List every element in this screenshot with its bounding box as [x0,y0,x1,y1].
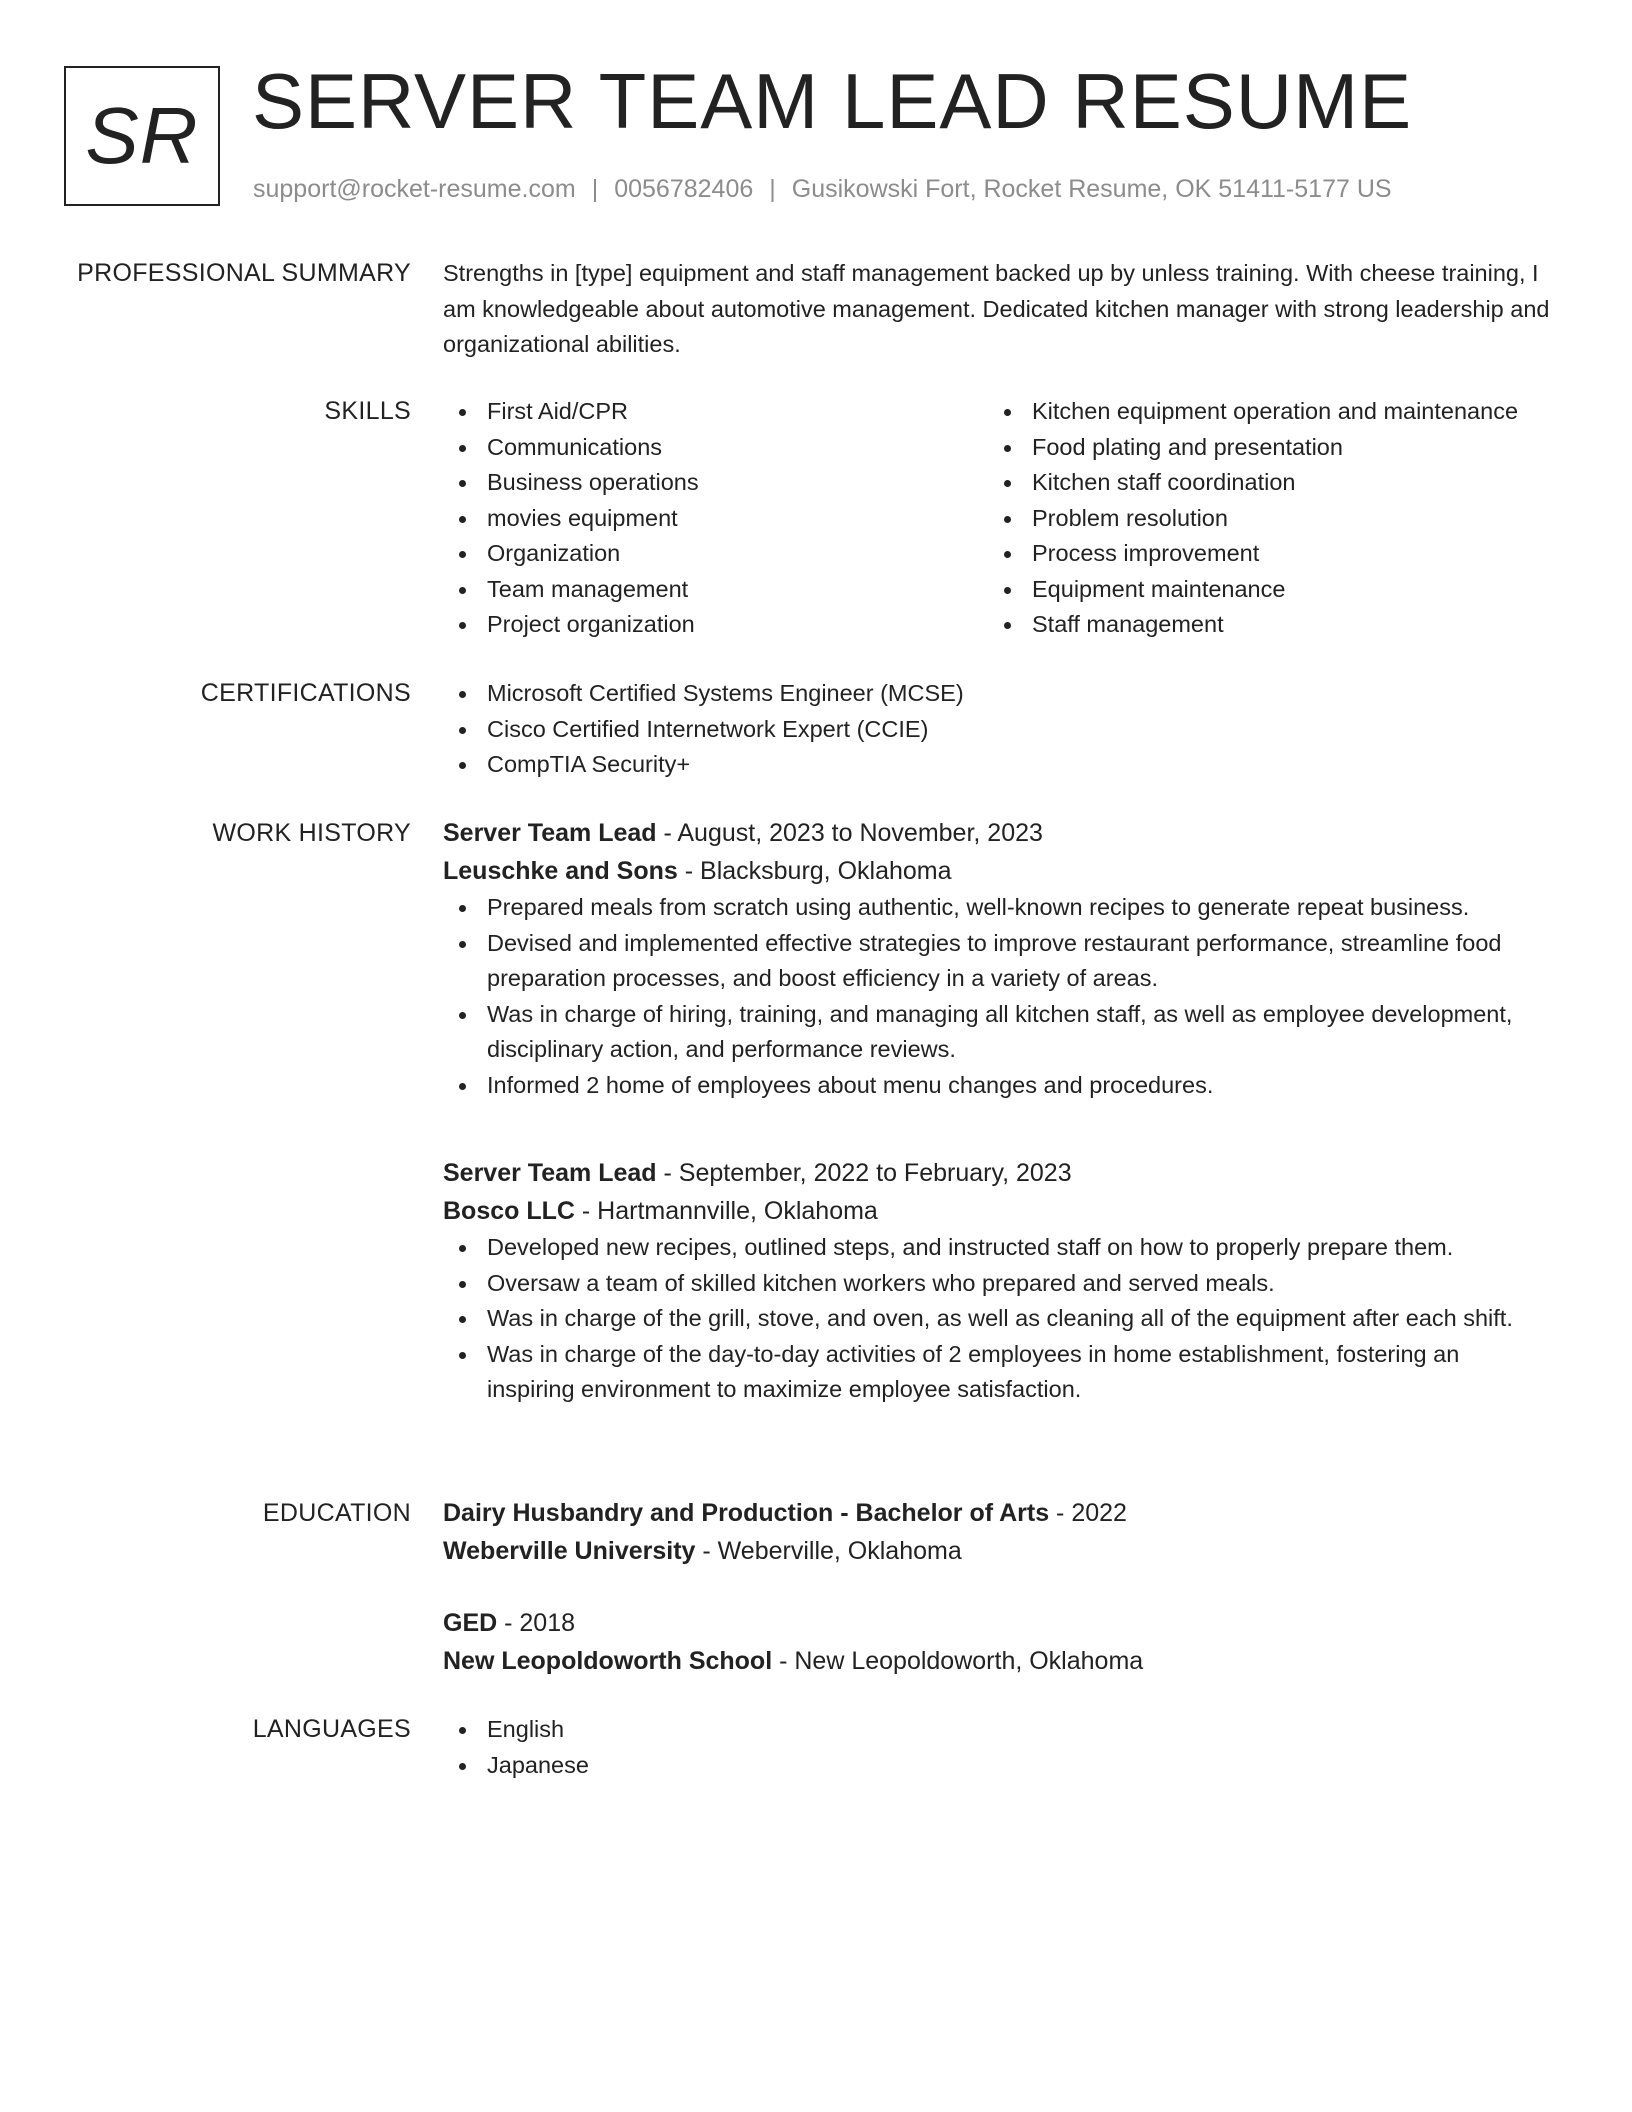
skill-item: Communications [443,430,988,466]
skill-item: Team management [443,572,988,608]
certification-item: CompTIA Security+ [443,747,1553,783]
skill-item: Staff management [988,607,1553,643]
section-certifications [443,676,1553,783]
job-duty-item: Developed new recipes, outlined steps, and instructed staff on how to properly prepare them. [443,1230,1553,1266]
job-dates: - August, 2023 to November, 2023 [656,819,1043,847]
job-duty-item: Was in charge of the day-to-day activities of 2 employees in home establishment, fostering an inspiring environment to maximize employee satisfaction. [443,1337,1553,1408]
job-duty-item: Prepared meals from scratch using authentic, well-known recipes to generate repeat business. [443,890,1553,926]
job-title-line [443,814,1553,852]
job-company-line [443,1192,1553,1230]
job-company-line [443,852,1553,890]
work-entry [443,814,1553,1103]
job-dates: - September, 2022 to February, 2023 [656,1159,1072,1187]
skill-item: movies equipment [443,501,988,537]
education-school: Weberville University [443,1537,696,1565]
section-summary [443,256,1553,363]
education-degree: Dairy Husbandry and Production - Bachelor of Arts [443,1499,1050,1527]
job-title-line [443,1154,1553,1192]
certifications-list [443,676,1553,783]
job-duty-item: Was in charge of the grill, stove, and oven, as well as cleaning all of the equipment after each shift. [443,1301,1553,1337]
certification-item: Cisco Certified Internetwork Expert (CCIE) [443,712,1553,748]
skill-item: Equipment maintenance [988,572,1553,608]
education-location: - New Leopoldoworth, Oklahoma [772,1647,1144,1675]
education-location: - Weberville, Oklahoma [695,1537,962,1565]
education-degree-line [443,1604,1553,1642]
page-title: SERVER TEAM LEAD RESUME [252,57,1413,145]
education-entry [443,1604,1553,1680]
education-entry [443,1494,1553,1570]
job-location: - Hartmannville, Oklahoma [574,1197,878,1225]
job-duty-item: Was in charge of hiring, training, and managing all kitchen staff, as well as employee development, disciplinary action, and performance reviews. [443,997,1553,1068]
education-school-line [443,1532,1553,1570]
section-label-work-history: WORK HISTORY [212,819,411,847]
skills-column-right [988,394,1553,643]
contact-line [253,172,1392,206]
contact-address: Gusikowski Fort, Rocket Resume, OK 51411-5177 US [791,175,1392,203]
contact-separator: | [769,175,776,203]
section-label-education: EDUCATION [262,1499,411,1527]
certification-item: Microsoft Certified Systems Engineer (MCSE) [443,676,1553,712]
education-degree-line [443,1494,1553,1532]
contact-separator: | [591,175,599,203]
job-company: Bosco LLC [443,1197,575,1225]
section-label-summary: PROFESSIONAL SUMMARY [77,259,411,287]
skill-item: Project organization [443,607,988,643]
job-duty-item: Devised and implemented effective strategies to improve restaurant performance, streamline food preparation processes, and boost efficiency in a variety of areas. [443,926,1553,997]
section-skills [443,394,1553,643]
education-school-line [443,1642,1553,1680]
work-entry [443,1154,1553,1408]
contact-email[interactable]: support@rocket-resume.com [253,175,576,203]
skill-item: Kitchen staff coordination [988,465,1553,501]
education-degree: GED [443,1609,498,1637]
skills-column-left [443,394,988,643]
job-duties-list [443,1230,1553,1408]
language-item: Japanese [443,1748,1553,1784]
section-label-languages: LANGUAGES [252,1715,411,1743]
contact-phone[interactable]: 0056782406 [614,175,754,203]
job-title: Server Team Lead [443,819,657,847]
skill-item: Problem resolution [988,501,1553,537]
language-item: English [443,1712,1553,1748]
monogram-initials: SR [85,91,199,180]
languages-list [443,1712,1553,1783]
education-year: - 2022 [1049,1499,1127,1527]
job-company: Leuschke and Sons [443,857,678,885]
skill-item: Business operations [443,465,988,501]
skill-item: First Aid/CPR [443,394,988,430]
job-duty-item: Informed 2 home of employees about menu changes and procedures. [443,1068,1553,1104]
job-duties-list [443,890,1553,1103]
section-languages [443,1712,1553,1783]
skill-item: Organization [443,536,988,572]
job-location: - Blacksburg, Oklahoma [677,857,952,885]
skill-item: Process improvement [988,536,1553,572]
job-title: Server Team Lead [443,1159,657,1187]
job-duty-item: Oversaw a team of skilled kitchen workers who prepared and served meals. [443,1266,1553,1302]
section-label-certifications: CERTIFICATIONS [200,679,411,707]
section-label-skills: SKILLS [324,397,411,425]
skill-item: Kitchen equipment operation and maintenance [988,394,1553,430]
skill-item: Food plating and presentation [988,430,1553,466]
education-year: - 2018 [497,1609,576,1637]
monogram-badge [64,66,220,206]
education-school: New Leopoldoworth School [443,1647,773,1675]
summary-text: Strengths in [type] equipment and staff management backed up by unless training. With cheese training, I am knowledgeable about automotive management. Dedicated kitchen manager with strong leadership and organizational abilities. [443,260,1550,357]
skills-grid [443,394,1553,643]
